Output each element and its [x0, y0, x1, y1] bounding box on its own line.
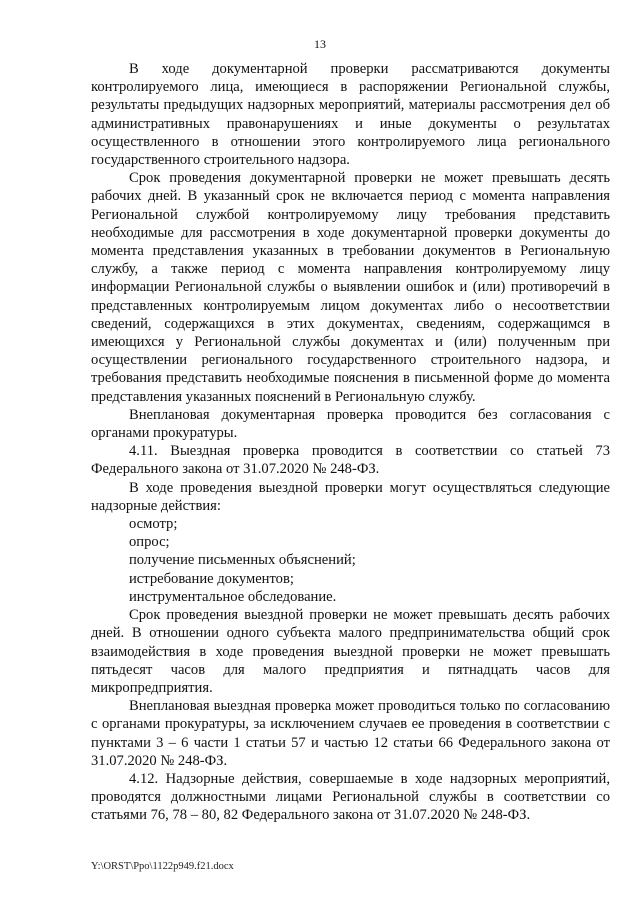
paragraph-unscheduled-field-check: Внеплановая выездная проверка может проводиться только по согласованию с органами прокуратуры, за исключением случаев ее проведения в соответствии с пунктами 3 – 6 части 1 статьи 57 и частью 12 статьи 66 Федерального закона от 31.07.2020 № 248-ФЗ. [91, 698, 610, 769]
page-number: 13 [314, 37, 326, 51]
footer-file-path: Y:\ORST\Ppo\1122p949.f21.docx [91, 861, 234, 872]
paragraph-field-check-duration: Срок проведения выездной проверки не может превышать десять рабочих дней. В отношении одного субъекта малого предпринимательства общий срок взаимодействия в ходе проведения выездной проверки не может превышать пятьдесят часов для малого предприятия и пятнадцать часов для микропредприятия. [91, 607, 610, 696]
paragraph-section-4-11: 4.11. Выездная проверка проводится в соответствии со статьей 73 Федерального закона от 31.07.2020 № 248-ФЗ. [91, 443, 610, 478]
paragraph-documentary-check-scope: В ходе документарной проверки рассматриваются документы контролируемого лица, имеющиеся в распоряжении Региональной службы, результаты предыдущих надзорных мероприятий, материалы рассмотрения дел об административных правонарушениях и иные документы о результатах осуществленного в отношении этого контролируемого лица регионального государственного строительного надзора. [91, 61, 610, 169]
paragraph-unscheduled-documentary-check: Внеплановая документарная проверка проводится без согласования с органами прокуратуры. [91, 406, 610, 442]
list-item-inspection: осмотр; [129, 516, 178, 533]
list-item-instrumental-examination: инструментальное обследование. [129, 588, 337, 605]
paragraph-section-4-12: 4.12. Надзорные действия, совершаемые в ходе надзорных мероприятий, проводятся должностными лицами Региональной службы в соответствии со статьями 76, 78 – 80, 82 Федерального закона от 31.07.2020 № 248-ФЗ. [91, 770, 610, 824]
list-item-document-request: истребование документов; [129, 570, 294, 587]
paragraph-field-check-actions-intro: В ходе проведения выездной проверки могут осуществляться следующие надзорные действия: [91, 479, 610, 514]
list-item-written-explanations: получение письменных объяснений; [129, 552, 356, 569]
paragraph-documentary-check-duration: Срок проведения документарной проверки не может превышать десять рабочих дней. В указанный срок не включается период с момента направления Региональной службой контролируемому лицу требования представить необходимые для рассмотрения в ходе документарной проверки документы до момента представления указанных в требовании документов в Региональную службу, а также период с момента направления контролируемому лицу информации Региональной службы о выявлении ошибок и (или) противоречий в представленных контролируемым лицом документах либо о несоответствии сведений, содержащихся в этих документах, сведениям, содержащимся в имеющихся у Региональной службы документах и (или) полученным при осуществлении регионального государственного строительного надзора, и требования представить необходимые пояснения в письменной форме до момента представления указанных пояснений в Региональную службу. [91, 170, 610, 405]
list-item-survey: опрос; [129, 534, 170, 551]
document-body [91, 60, 610, 825]
